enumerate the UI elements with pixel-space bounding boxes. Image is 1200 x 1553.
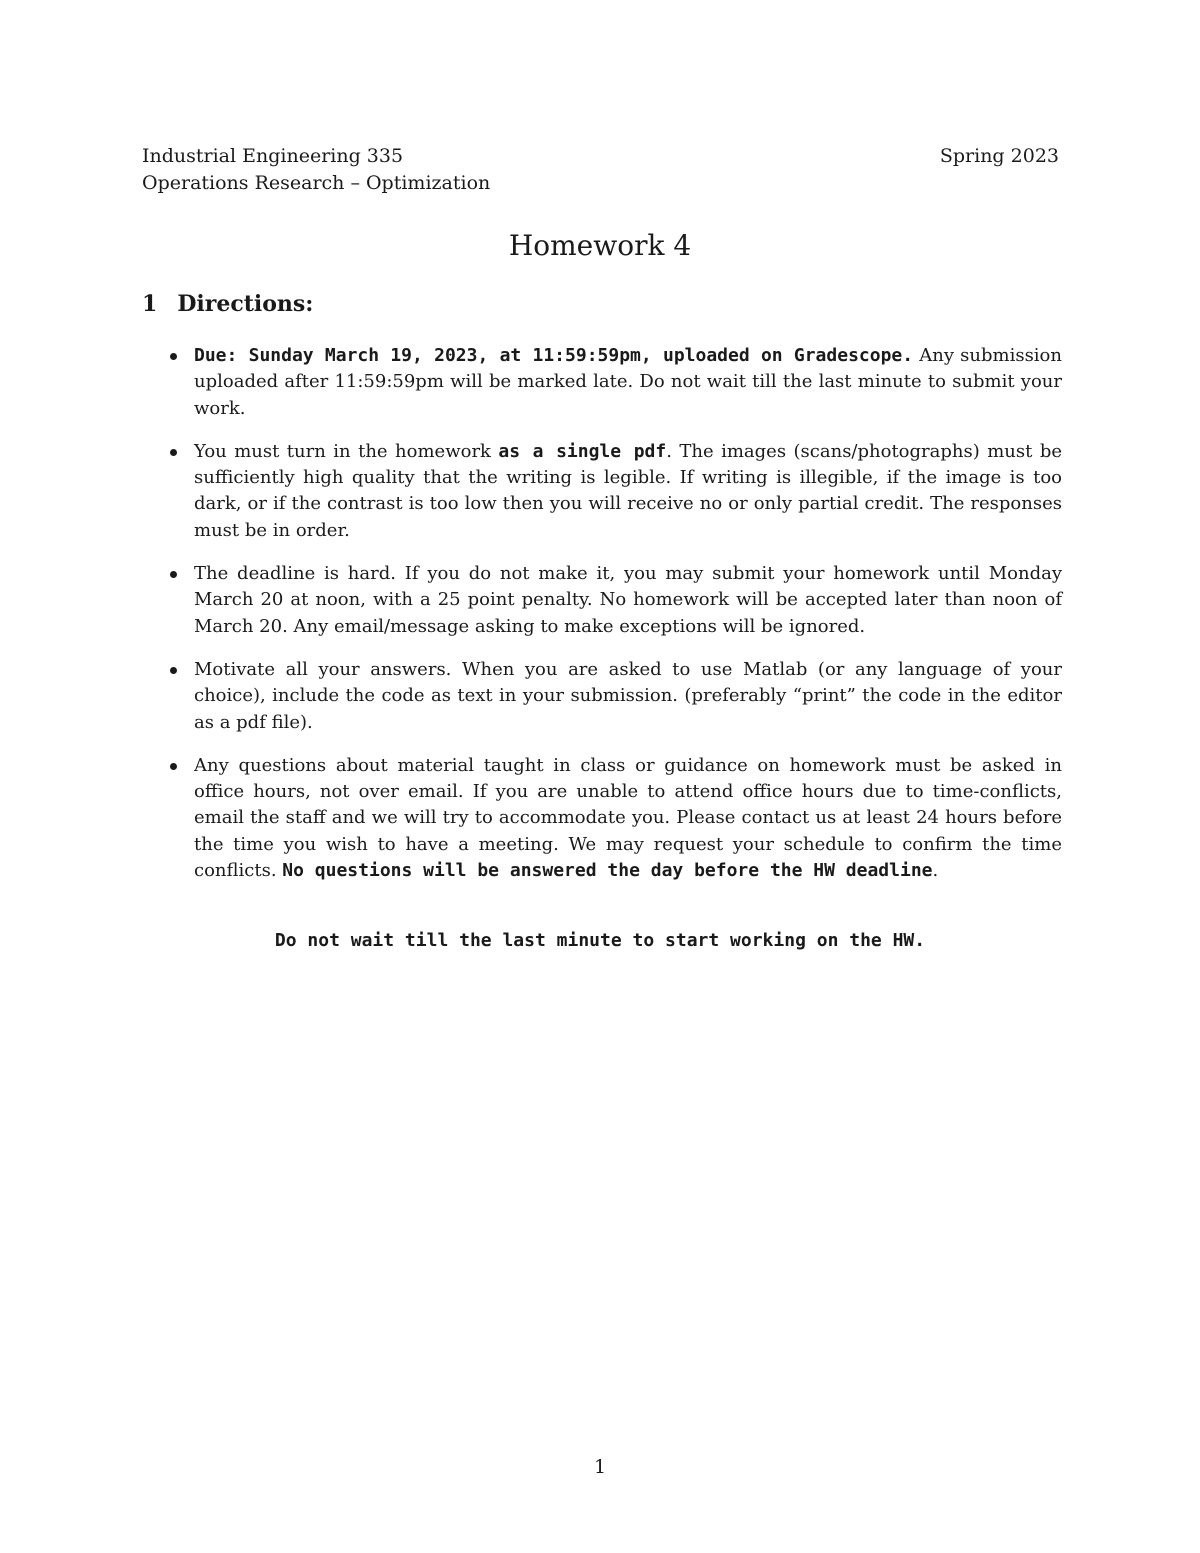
list-item [170,753,1062,884]
page-number: 1 [593,1456,607,1478]
item-text: You must turn in the homework [194,440,499,462]
term: Spring 2023 [939,145,1059,167]
bullet-icon [170,763,177,770]
item-text: Any submission uploaded after 11:59:59pm will be marked late. Do not wait till the last minute to submit your work. [194,345,1062,419]
page-title: Homework 4 [508,229,692,262]
bullet-icon [170,571,177,578]
list-item [170,439,1062,544]
section-heading [142,289,313,319]
bullet-icon [170,667,177,674]
list-item [170,343,1062,422]
due-date-text: Due: Sunday March 19, 2023, at 11:59:59pm, uploaded on Gradescope. [194,345,914,366]
directions-list [170,343,1062,884]
bullet-icon [170,449,177,456]
course-name: Industrial Engineering 335 [142,145,404,167]
list-item [170,657,1062,736]
item-text: . [932,860,939,882]
header-row-2 [142,170,1059,196]
list-item [170,561,1062,640]
item-text: Motivate all your answers. When you are asked to use Matlab (or any language of your choice), include the code as text in your submission. (preferably “print” the code in the editor as a pdf file). [194,658,1062,733]
item-emphasis: as a single pdf [498,440,667,462]
item-emphasis: No questions will be answered the day before the HW deadline [282,860,933,882]
closing-note: Do not wait till the last minute to start working on the HW. [274,930,926,951]
item-text: . The images (scans/photographs) must be sufficiently high quality that the writing is legible. If writing is illegible, if the image is too dark, or if the contrast is too low then you will receive no or only partial credit. The responses must be in order. [194,440,1062,541]
header-row-1 [142,143,1059,169]
bullet-icon [170,353,177,360]
course-subtitle: Operations Research – Optimization [142,172,491,194]
item-text: The deadline is hard. If you do not make it, you may submit your homework until Monday March 20 at noon, with a 25 point penalty. No homework will be accepted later than noon of March 20. Any email/message asking to make exceptions will be ignored. [194,563,1062,637]
section-title: Directions: [177,291,314,317]
item-text: Any questions about material taught in class or guidance on homework must be asked in office hours, not over email. If you are unable to attend office hours due to time-conflicts, email the staff and we will try to accommodate you. Please contact us at least 24 hours before the time you wish to have a meeting. We may request your schedule to confirm the time conflicts. [194,754,1062,882]
section-number: 1 [142,291,158,317]
